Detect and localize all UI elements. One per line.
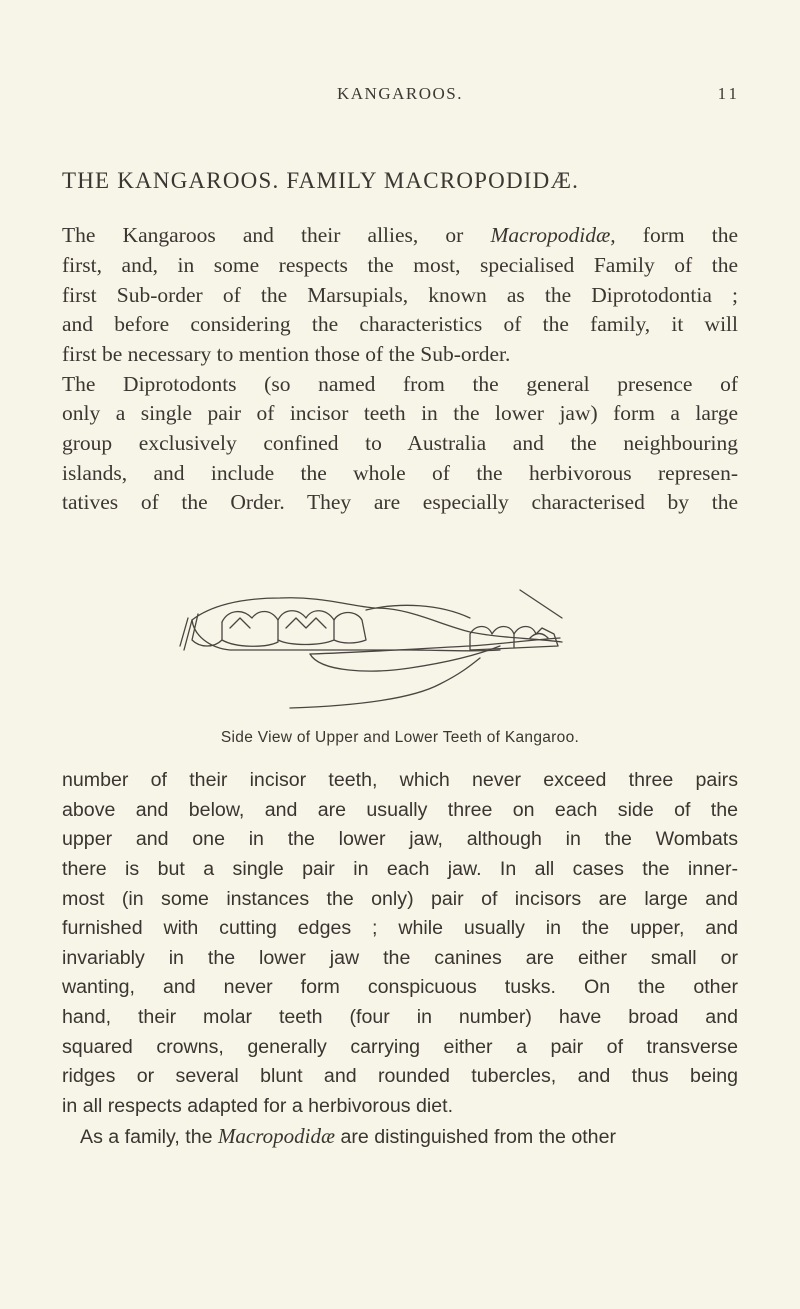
upper-incisor-2 [192, 614, 222, 646]
paragraph-3-line-1: number of their incisor teeth, which never exceed three pairs [62, 769, 738, 791]
kangaroo-teeth-drawing [170, 588, 590, 718]
paragraph-4-rest: are distinguished from the other [335, 1126, 616, 1148]
lower-jaw-ramus [290, 658, 480, 708]
paragraph-2-line-4: islands, and include the whole of the herbivorous represen- [62, 461, 738, 485]
upper-molar-3 [334, 613, 366, 644]
lower-incisor [520, 590, 562, 618]
paragraph-3-line-12: in all respects adapted for a herbivorous diet. [62, 1095, 454, 1117]
chapter-title: THE KANGAROOS. FAMILY MACROPODIDÆ. [62, 168, 580, 193]
kangaroo-teeth-figure [170, 588, 590, 718]
paragraph-4-line-1 [62, 1122, 738, 1153]
paragraph-1-term: Macropodidæ, [490, 223, 616, 247]
paragraph-3-line-7: invariably in the lower jaw the canines are either small or [62, 947, 738, 969]
paragraph-4-lead: As a family, the [80, 1126, 218, 1148]
upper-molar-1 [222, 612, 278, 647]
paragraph-3-line-2: above and below, and are usually three on each side of the [62, 799, 738, 821]
paragraph-1-lead: The Kangaroos and their allies, or [62, 223, 491, 247]
paragraph-3-line-5: most (in some instances the only) pair of incisors are large and [62, 888, 738, 910]
paragraph-3-line-4: there is but a single pair in each jaw. In all cases the inner- [62, 858, 738, 880]
paragraph-2-line-2: only a single pair of incisor teeth in the lower jaw) form a large [62, 401, 738, 425]
lower-jaw-outline [310, 638, 560, 654]
paragraph-1-line-4: and before considering the characteristics of the family, it will [62, 312, 738, 336]
upper-jaw-outline [192, 598, 562, 642]
paragraph-3-line-9: hand, their molar teeth (four in number) have broad and [62, 1006, 738, 1028]
upper-incisor-1 [180, 618, 192, 650]
lower-molar-2 [514, 627, 558, 649]
paragraph-3-line-6: furnished with cutting edges ; while usually in the upper, and [62, 917, 738, 939]
paragraph-1-line-3: first Sub-order of the Marsupials, known as the Diprotodontia ; [62, 283, 738, 307]
paragraph-4-term: Macropodidæ [217, 1124, 335, 1148]
paragraph-1-line-5: first be necessary to mention those of the Sub-order. [62, 342, 511, 366]
lower-molar-1 [470, 627, 514, 651]
paragraph-3-line-3: upper and one in the lower jaw, although in the Wombats [62, 828, 738, 850]
paragraph-1-rest: form the [615, 223, 738, 247]
paragraph-2-line-5: tatives of the Order. They are especially characterised by the [62, 490, 738, 514]
page-number: 11 [717, 84, 740, 103]
paragraph-1-line-1 [62, 221, 738, 251]
running-title: KANGAROOS. [337, 84, 463, 103]
paragraph-2-line-3: group exclusively confined to Australia and the neighbouring [62, 431, 738, 455]
paragraph-1-line-2: first, and, in some respects the most, specialised Family of the [62, 253, 738, 277]
paragraph-2-line-1: The Diprotodonts (so named from the general presence of [62, 372, 738, 396]
figure-caption: Side View of Upper and Lower Teeth of Kangaroo. [220, 729, 580, 746]
running-head [0, 84, 800, 108]
paragraph-3-line-10: squared crowns, generally carrying either a pair of transverse [62, 1036, 738, 1058]
paragraph-3-line-11: ridges or several blunt and rounded tubercles, and thus being [62, 1065, 738, 1087]
paragraph-3-line-8: wanting, and never form conspicuous tusks. On the other [62, 976, 738, 998]
